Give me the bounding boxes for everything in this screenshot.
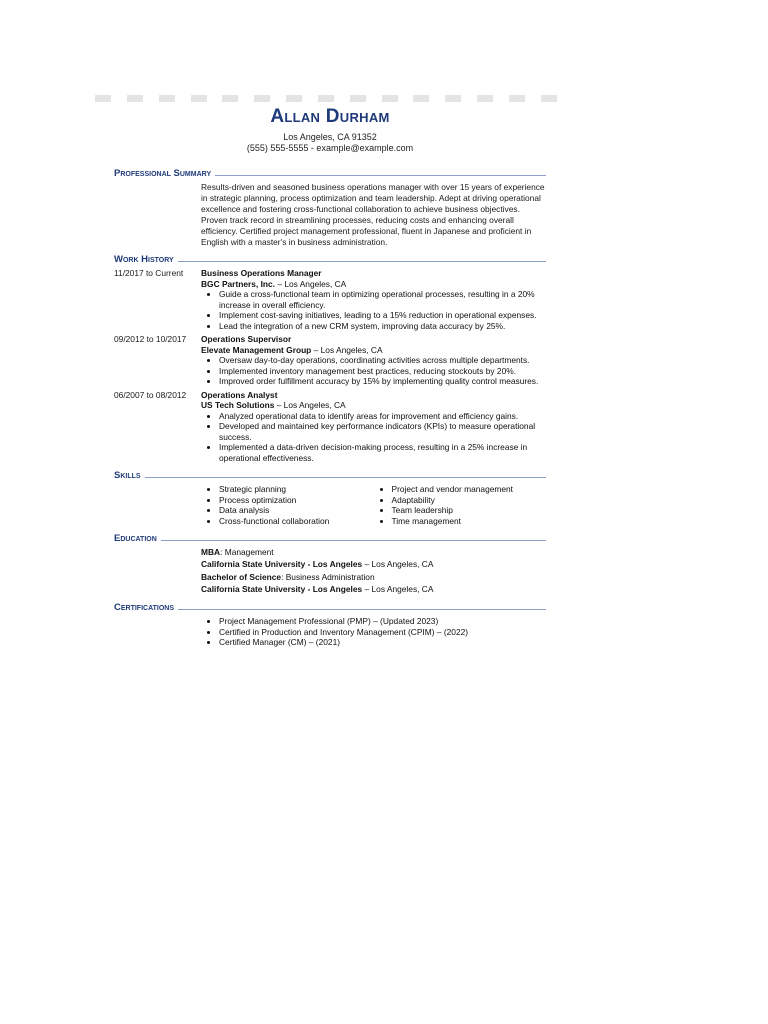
school-location: – Los Angeles, CA	[362, 583, 434, 594]
section-divider	[161, 540, 546, 541]
skills-column-right	[374, 484, 547, 526]
candidate-name: Allan Durham	[270, 106, 390, 127]
degree-field: : Business Administration	[281, 572, 375, 582]
degree-name: Bachelor of Science	[201, 572, 282, 582]
degree	[201, 547, 546, 559]
section-header	[114, 602, 546, 613]
job-details	[201, 268, 546, 331]
company-location: – Los Angeles, CA	[275, 278, 347, 289]
company-name: BGC Partners, Inc.	[201, 278, 276, 289]
section-title: Certifications	[114, 602, 175, 613]
section-title: Education	[114, 533, 157, 544]
section-divider	[178, 609, 546, 610]
work-history-section	[114, 254, 546, 463]
section-header	[114, 533, 546, 544]
education-section	[114, 533, 546, 595]
list-item: • Time management	[392, 516, 547, 527]
job-company	[201, 279, 546, 290]
section-title: Skills	[114, 470, 141, 481]
section-divider	[215, 175, 546, 176]
list-item: • Implement cost-saving initiatives, leading to a 15% reduction in operational expenses.	[219, 310, 546, 321]
contact-phone-email: (555) 555-5555 - example@example.com	[246, 143, 414, 153]
job-details	[201, 390, 546, 464]
section-title: Work History	[114, 254, 174, 265]
list-item: • Certified in Production and Inventory Management (CPIM) – (2022)	[219, 627, 546, 638]
resume-document	[114, 106, 546, 648]
section-header	[114, 470, 546, 481]
job-entry	[114, 268, 546, 331]
job-bullets	[201, 355, 546, 387]
section-header	[114, 168, 546, 179]
job-bullets	[201, 411, 546, 464]
degree-name: MBA	[201, 547, 221, 557]
education-entry	[201, 547, 546, 570]
certifications-list	[201, 616, 546, 648]
summary-text: Results-driven and seasoned business operations manager with over 15 years of experience in strategic planning, process optimization and team leadership. Adept at driving operational excellence and fostering cross-functional collaboration to achieve business objectives. Proven track record in streamlining processes, reducing costs and enhancing overall efficiency. Certified project management professional, fluent in Japanese and proficient in English with a master's in business administration.	[201, 182, 545, 247]
header-decoration	[95, 95, 557, 102]
section-title: Professional Summary	[114, 168, 212, 179]
job-entry	[114, 334, 546, 387]
section-divider	[145, 477, 546, 478]
list-item: • Certified Manager (CM) – (2021)	[219, 637, 546, 648]
list-item: • Oversaw day-to-day operations, coordinating activities across multiple departments.	[219, 355, 546, 366]
school-name: California State University - Los Angeles	[201, 583, 363, 594]
certifications-section	[114, 602, 546, 648]
skills-section	[114, 470, 546, 526]
job-bullets	[201, 289, 546, 331]
school-name: California State University - Los Angeles	[201, 558, 363, 569]
section-divider	[178, 261, 546, 262]
job-company	[201, 345, 546, 356]
list-item: • Project Management Professional (PMP) – (Updated 2023)	[219, 616, 546, 627]
list-item: • Analyzed operational data to identify areas for improvement and efficiency gains.	[219, 411, 546, 422]
job-title: Operations Analyst	[201, 389, 278, 400]
company-location: – Los Angeles, CA	[311, 344, 383, 355]
company-name: Elevate Management Group	[201, 344, 312, 355]
list-item: • Cross-functional collaboration	[219, 516, 374, 527]
job-title: Business Operations Manager	[201, 268, 322, 278]
summary-section	[114, 168, 546, 248]
degree-field: : Management	[220, 547, 274, 557]
skills-list	[201, 484, 546, 526]
job-entry	[114, 390, 546, 464]
job-details	[201, 334, 546, 387]
section-header	[114, 254, 546, 265]
education-entry	[201, 572, 546, 595]
list-item: • Process optimization	[219, 495, 374, 506]
school	[201, 584, 546, 596]
list-item: • Team leadership	[392, 505, 547, 516]
list-item: • Adaptability	[392, 495, 547, 506]
list-item: • Lead the integration of a new CRM system, improving data accuracy by 25%.	[219, 321, 546, 332]
skills-column-left	[201, 484, 374, 526]
list-item: • Implemented inventory management best practices, reducing stockouts by 20%.	[219, 366, 546, 377]
company-location: – Los Angeles, CA	[274, 400, 346, 410]
degree	[201, 572, 546, 584]
list-item: • Improved order fulfillment accuracy by 15% by implementing quality control measures.	[219, 376, 546, 387]
job-title: Operations Supervisor	[201, 334, 292, 344]
company-name: US Tech Solutions	[201, 400, 275, 410]
job-company	[201, 400, 546, 411]
school-location: – Los Angeles, CA	[362, 558, 434, 569]
job-dates: 06/2007 to 08/2012	[114, 389, 187, 400]
contact-location: Los Angeles, CA 91352	[283, 132, 377, 142]
list-item: • Developed and maintained key performance indicators (KPIs) to measure operational success.	[219, 421, 546, 442]
list-item: • Implemented a data-driven decision-making process, resulting in a 25% increase in operational effectiveness.	[219, 442, 546, 463]
job-dates: 11/2017 to Current	[114, 268, 184, 278]
list-item: • Guide a cross-functional team in optimizing operational processes, resulting in a 20% increase in overall efficiency.	[219, 289, 546, 310]
list-item: • Project and vendor management	[392, 484, 547, 495]
list-item: • Data analysis	[219, 505, 374, 516]
school	[201, 559, 546, 571]
list-item: • Strategic planning	[219, 484, 374, 495]
job-dates: 09/2012 to 10/2017	[114, 334, 187, 344]
